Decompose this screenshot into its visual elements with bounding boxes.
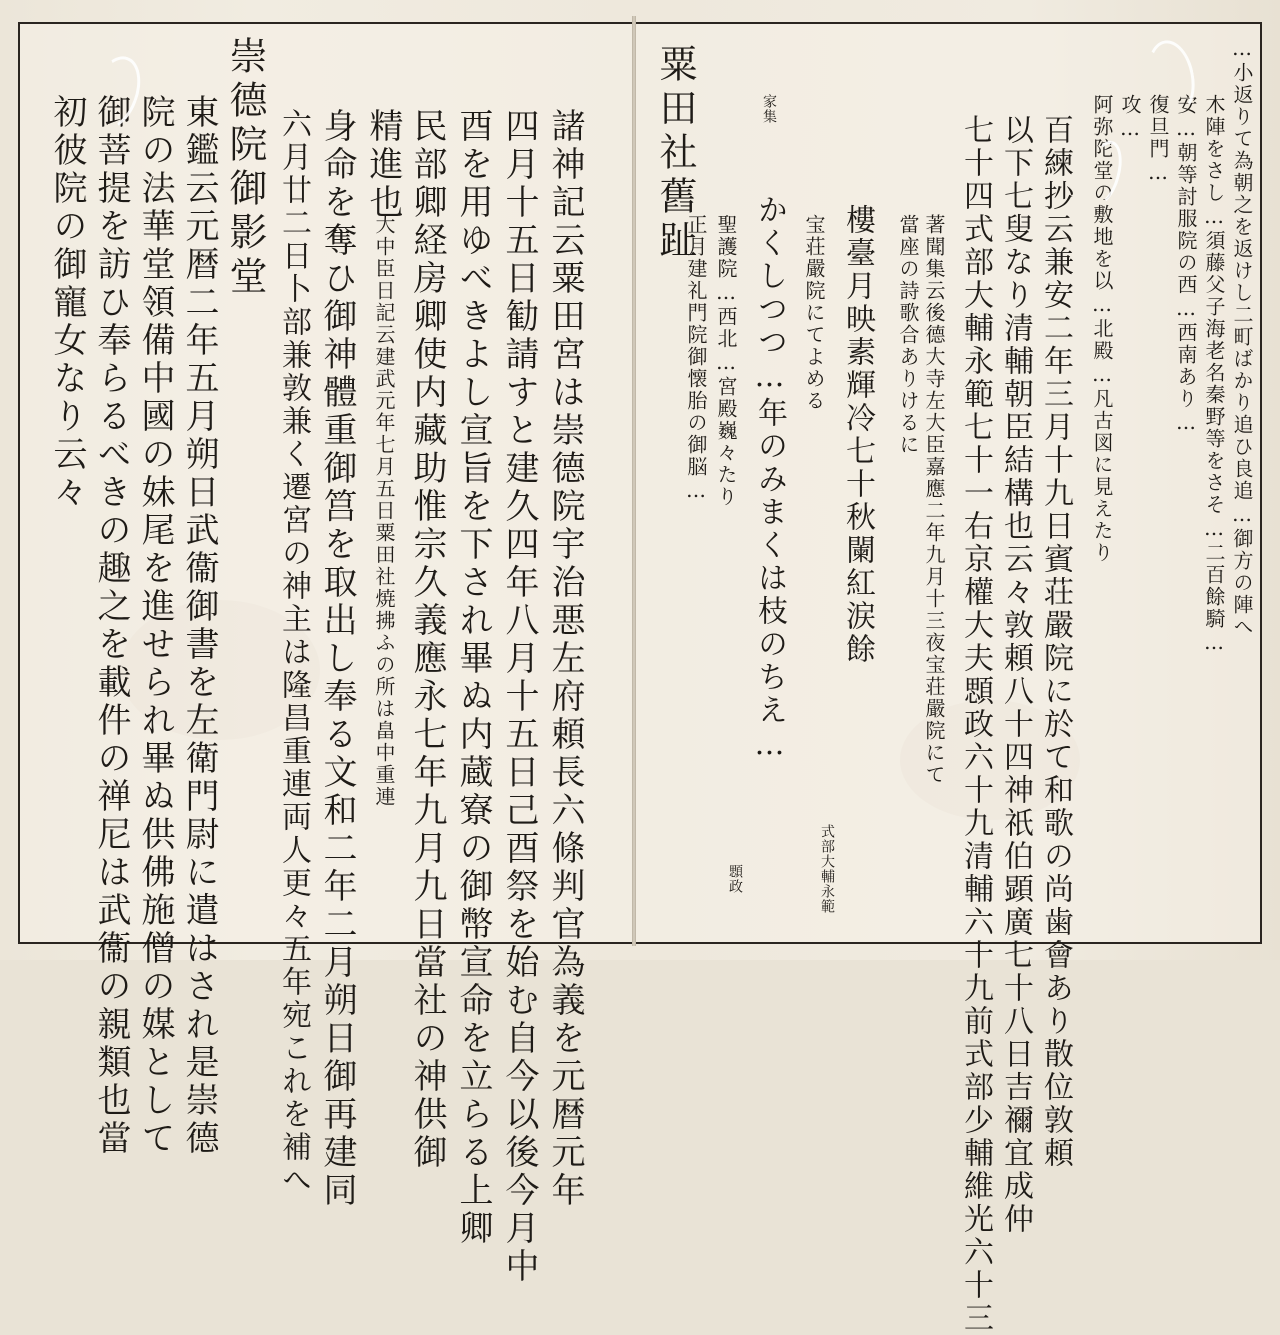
left-column: 東鑑云元暦二年五月朔日武衞御書を左衛門尉に遣はされ是崇德 <box>179 94 219 1158</box>
left-column: 民部卿経房卿使内藏助惟宗久義應永七年九月九日當社の神供御 <box>407 108 447 1172</box>
right-column: 著聞集云後德大寺左大臣嘉應二年九月十三夜宝荘嚴院にて <box>922 214 946 786</box>
left-column: 四月十五日勧請すと建久四年八月十五日己酉祭を始む自今以後今月中 <box>499 108 539 1286</box>
left-column-note: 大中臣日記云建武元年七月五日粟田社焼拂ふの所は畠中重連 <box>372 214 396 808</box>
right-column: …小返りて為朝之を返けし二町ばかり追ひ良追…御方の陣へ <box>1230 36 1254 638</box>
right-column: 以下七叟なり清輔朝臣結構也云々敦頼八十四神祇伯顕廣七十八日吉禰宜成仲 <box>998 114 1033 1236</box>
left-page <box>18 22 634 1286</box>
right-column: 聖護院…西北…宮殿巍々たり <box>714 214 738 508</box>
left-column: 六月廿二日卜部兼敦兼く遷宮の神主は隆昌重連両人更々五年宛これを補へ <box>276 108 311 1197</box>
left-column: 初彼院の御寵女なり云々 <box>47 94 87 512</box>
poem-line: かくしつつ…年のみまくは枝のちえ… <box>752 194 787 765</box>
right-column: 正月建礼門院御懐胎の御脳… <box>684 214 708 504</box>
right-column: 七十四式部大輔永範七十一右京權大夫顋政六十九清輔六十九前式部少輔維光六十三 <box>958 114 993 1335</box>
collection-label: 家集 <box>761 94 777 124</box>
right-column: 當座の詩歌合ありけるに <box>896 214 920 456</box>
right-column: 復旦門… <box>1146 94 1170 186</box>
left-column: 御菩提を訪ひ奉らるべきの趣之を載件の禅尼は武衞の親類也當 <box>91 94 131 1158</box>
right-column: 宝荘嚴院にてよめる <box>802 214 826 412</box>
poet-name: 式部大輔永範 <box>819 824 835 914</box>
section-heading: 粟田社舊趾 <box>653 44 697 264</box>
left-column: 諸神記云粟田宮は崇德院宇治悪左府頼長六條判官為義を元暦元年 <box>545 108 585 1210</box>
book-gutter <box>632 16 636 946</box>
section-heading: 崇德院御影堂 <box>223 36 267 300</box>
right-column: 攻… <box>1118 94 1142 142</box>
left-column: 精進也 <box>363 108 403 222</box>
left-column: 身命を奪ひ御神體重御筥を取出し奉る文和二年二月朔日御再建同 <box>317 108 357 1210</box>
right-column: 木陣をさし…須藤父子海老名秦野等をさそ…二百餘騎… <box>1202 94 1226 656</box>
right-column: 安…朝等討服院の西…西南あり… <box>1174 94 1198 436</box>
poet-name: 顋政 <box>727 864 743 894</box>
right-column: 阿弥陀堂の敷地を以…北殿…凡古図に見えたり <box>1090 94 1114 564</box>
left-column: 院の法華堂領備中國の妹尾を進せられ畢ぬ供佛施僧の媒として <box>135 94 175 1158</box>
right-column: 百練抄云兼安二年三月十九日賓荘嚴院に於て和歌の尚歯會あり散位敦頼 <box>1038 114 1073 1170</box>
right-page <box>636 22 1262 1335</box>
poem-line: 樓臺月映素輝冷七十秋闌紅涙餘 <box>840 204 875 666</box>
left-column: 酉を用ゆべきよし宣旨を下され畢ぬ内蔵寮の御幣宣命を立らる上卿 <box>453 108 493 1248</box>
